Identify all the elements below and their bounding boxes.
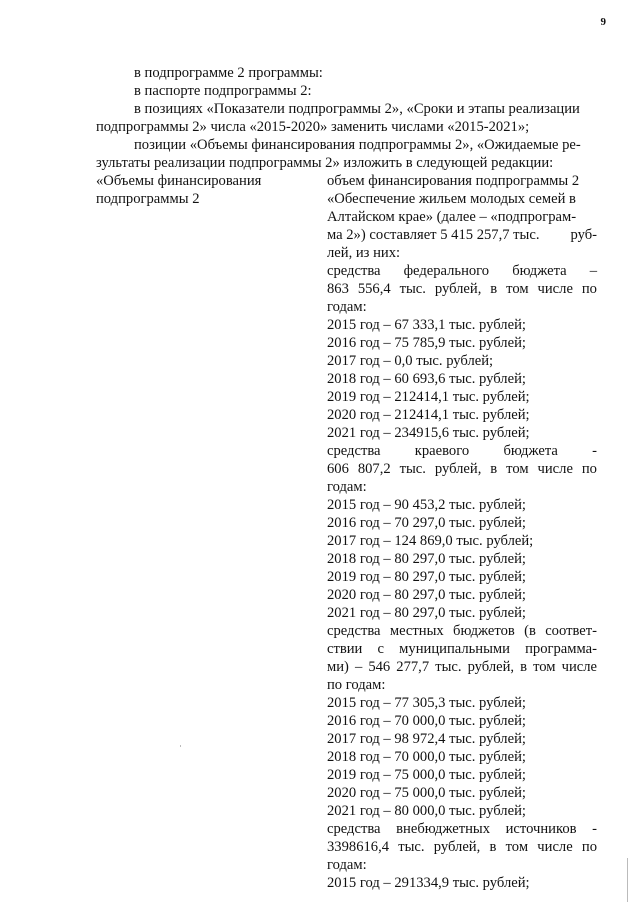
- regional-heading-3: годам:: [327, 479, 367, 495]
- year-amount-line: 2020 год – 212414,1 тыс. рублей;: [327, 407, 530, 423]
- heading-word: числе: [537, 461, 573, 477]
- year-amount-line: 2021 год – 234915,6 тыс. рублей;: [327, 425, 530, 441]
- heading-word: краевого: [414, 443, 470, 459]
- heading-word: бюджета: [512, 263, 567, 279]
- heading-word: в: [490, 461, 498, 477]
- heading-word: источников: [505, 821, 577, 837]
- scan-margin-mark: [627, 858, 628, 902]
- heading-word: -: [592, 821, 598, 837]
- heading-word: 546 277,7: [368, 659, 430, 675]
- year-amount-line: 2016 год – 70 297,0 тыс. рублей;: [327, 515, 526, 531]
- total-line-5: лей, из них:: [327, 245, 401, 261]
- local-heading-2: [327, 640, 597, 658]
- heading-word: –: [354, 659, 363, 675]
- total-line-4: [327, 226, 597, 244]
- regional-years-list: [327, 496, 597, 622]
- total-line-3: Алтайском крае» (далее – «подпрограм-: [327, 209, 577, 225]
- local-heading-4: по годам:: [327, 677, 386, 693]
- heading-word: по: [581, 839, 598, 855]
- year-amount-line: 2019 год – 212414,1 тыс. рублей;: [327, 389, 530, 405]
- heading-word: числе: [537, 839, 573, 855]
- regional-heading-1: [327, 442, 597, 460]
- heading-word: том: [505, 839, 529, 855]
- year-amount-line: 2019 год – 75 000,0 тыс. рублей;: [327, 767, 526, 783]
- year-amount-line: 2020 год – 75 000,0 тыс. рублей;: [327, 785, 526, 801]
- year-amount-line: 2018 год – 70 000,0 тыс. рублей;: [327, 749, 526, 765]
- year-amount-line: 2018 год – 60 693,6 тыс. рублей;: [327, 371, 526, 387]
- total-line-2: «Обеспечение жильем молодых семей в: [327, 191, 576, 207]
- intro-line-subprogram: в подпрограмме 2 программы:: [134, 65, 323, 81]
- heading-word: числе: [537, 281, 573, 297]
- heading-word: бюджета: [503, 443, 558, 459]
- regional-heading-2: [327, 460, 597, 478]
- passport-item-label-line1: «Объемы финансирования: [96, 173, 262, 189]
- year-amount-line: 2018 год – 80 297,0 тыс. рублей;: [327, 551, 526, 567]
- intro-line-positions-b: подпрограммы 2» числа «2015-2020» заменить числами «2015-2021»;: [96, 119, 530, 135]
- intro-line-passport: в паспорте подпрограммы 2:: [134, 83, 312, 99]
- heading-word: рублей,: [434, 281, 482, 297]
- heading-word: том: [533, 659, 556, 675]
- federal-years-list: [327, 316, 597, 442]
- year-amount-line: 2019 год – 80 297,0 тыс. рублей;: [327, 569, 526, 585]
- heading-word: –: [589, 263, 597, 279]
- year-amount-line: 2017 год – 124 869,0 тыс. рублей;: [327, 533, 534, 549]
- heading-word: (в: [524, 623, 536, 639]
- passport-item-value: [327, 172, 597, 892]
- heading-word: федерального: [403, 263, 490, 279]
- heading-word: бюджетов: [453, 623, 515, 639]
- year-amount-line: 2015 год – 90 453,2 тыс. рублей;: [327, 497, 526, 513]
- offbudget-heading-1: [327, 820, 597, 838]
- heading-word: в: [489, 839, 497, 855]
- year-amount-line: 2016 год – 75 785,9 тыс. рублей;: [327, 335, 526, 351]
- heading-word: в: [520, 659, 528, 675]
- federal-heading-1: [327, 262, 597, 280]
- passport-item-label-line2: подпрограммы 2: [96, 191, 200, 207]
- heading-word: средства: [327, 821, 381, 837]
- heading-word: рублей,: [467, 659, 515, 675]
- offbudget-heading-3: годам:: [327, 857, 367, 873]
- heading-word: соответ-: [545, 623, 597, 639]
- year-amount-line: 2017 год – 0,0 тыс. рублей;: [327, 353, 494, 369]
- heading-word: 863 556,4: [327, 281, 391, 297]
- heading-word: -: [592, 443, 598, 459]
- heading-word: в: [490, 281, 498, 297]
- scan-speck: [180, 745, 181, 747]
- heading-word: ствии: [327, 641, 363, 657]
- intro-line-financing-b: зультаты реализации подпрограммы 2» изложить в следующей редакции:: [96, 155, 554, 171]
- local-years-list: [327, 694, 597, 820]
- intro-line-positions-a: в позициях «Показатели подпрограммы 2», «Сроки и этапы реализации: [134, 101, 580, 117]
- year-amount-line: 2017 год – 98 972,4 тыс. рублей;: [327, 731, 526, 747]
- year-amount-line: 2015 год – 77 305,3 тыс. рублей;: [327, 695, 526, 711]
- federal-heading-2: [327, 280, 597, 298]
- heading-word: по: [581, 461, 597, 477]
- heading-word: местных: [389, 623, 444, 639]
- heading-word: с: [377, 641, 385, 657]
- year-amount-line: 2016 год – 70 000,0 тыс. рублей;: [327, 713, 526, 729]
- heading-word: тыс.: [399, 281, 426, 297]
- heading-word: программа-: [525, 641, 597, 657]
- heading-word: тыс.: [435, 659, 462, 675]
- total-line-1: объем финансирования подпрограммы 2: [327, 173, 580, 189]
- heading-word: по: [581, 281, 597, 297]
- heading-word: средства: [327, 263, 381, 279]
- year-amount-line: 2020 год – 80 297,0 тыс. рублей;: [327, 587, 526, 603]
- total-line-4-hyphenation: руб-: [570, 227, 597, 243]
- heading-word: муниципальными: [399, 641, 510, 657]
- heading-word: ми): [327, 659, 349, 675]
- heading-word: тыс.: [399, 461, 426, 477]
- heading-word: том: [506, 461, 529, 477]
- year-amount-line: 2015 год – 67 333,1 тыс. рублей;: [327, 317, 526, 333]
- heading-word: числе: [561, 659, 597, 675]
- federal-heading-3: годам:: [327, 299, 367, 315]
- heading-word: рублей,: [433, 839, 481, 855]
- offbudget-years-list: [327, 874, 597, 892]
- heading-word: рублей,: [434, 461, 482, 477]
- total-line-4-text: ма 2») составляет 5 415 257,7 тыс.: [327, 227, 540, 243]
- heading-word: средства: [327, 443, 381, 459]
- local-heading-1: [327, 622, 597, 640]
- heading-word: тыс.: [398, 839, 425, 855]
- passport-item-label: [96, 172, 296, 208]
- heading-word: 606 807,2: [327, 461, 391, 477]
- year-amount-line: 2021 год – 80 000,0 тыс. рублей;: [327, 803, 526, 819]
- heading-word: 3398616,4: [327, 839, 390, 855]
- heading-word: том: [506, 281, 529, 297]
- intro-line-financing-a: позиции «Объемы финансирования подпрограммы 2», «Ожидаемые ре-: [134, 137, 581, 153]
- year-amount-line: 2015 год – 291334,9 тыс. рублей;: [327, 875, 530, 891]
- year-amount-line: 2021 год – 80 297,0 тыс. рублей;: [327, 605, 526, 621]
- heading-word: внебюджетных: [396, 821, 490, 837]
- page-number: 9: [600, 16, 606, 28]
- heading-word: средства: [327, 623, 381, 639]
- offbudget-heading-2: [327, 838, 597, 856]
- local-heading-3: [327, 658, 597, 676]
